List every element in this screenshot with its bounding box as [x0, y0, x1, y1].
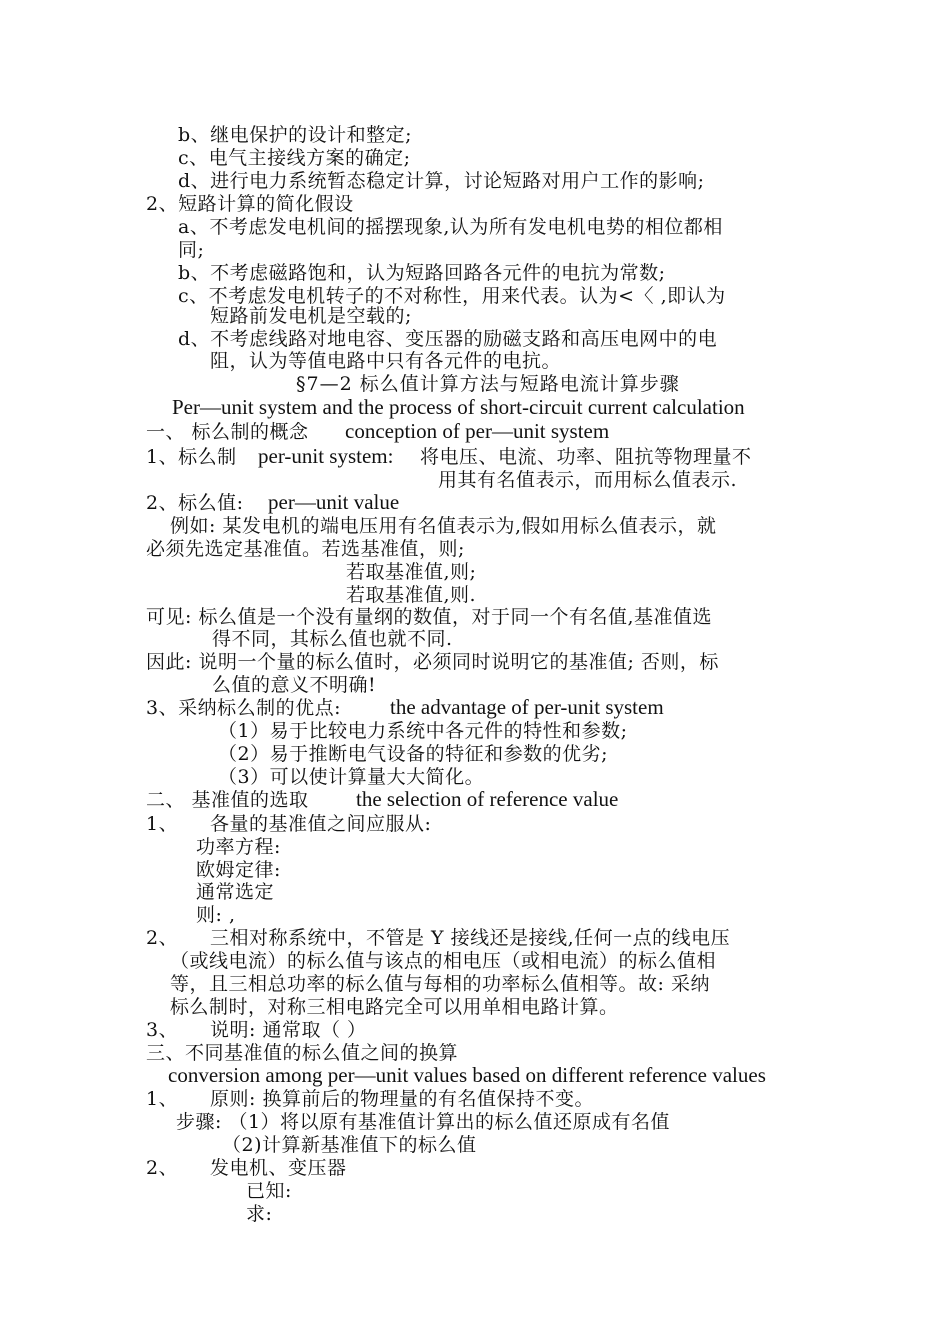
text-line: 么值的意义不明确!: [212, 674, 377, 696]
text-line: （或线电流）的标么值与该点的相电压（或相电流）的标么值相: [170, 950, 717, 972]
text-line: 可见: 标么值是一个没有量纲的数值，对于同一个有名值,基准值选: [146, 606, 712, 628]
text-line: d、不考虑线路对地电容、变压器的励磁支路和高压电网中的电: [178, 328, 718, 350]
text-line: 1、标么制: [146, 446, 237, 468]
text-line-english: the advantage of per-unit system: [390, 695, 664, 719]
text-line: c、电气主接线方案的确定;: [178, 147, 411, 169]
heading-2: 二、 基准值的选取: [146, 789, 309, 811]
heading-1-english: conception of per—unit system: [345, 419, 610, 443]
section-heading: 2、短路计算的简化假设: [146, 193, 354, 215]
text-line: 步骤: （1）将以原有基准值计算出的标么值还原成有名值: [176, 1111, 671, 1133]
text-line: 原则: 换算前后的物理量的有名值保持不变。: [210, 1088, 594, 1110]
heading-2-english: the selection of reference value: [356, 787, 619, 811]
text-line: 功率方程:: [196, 836, 281, 858]
heading-1: 一、 标么制的概念: [146, 421, 309, 443]
text-line: （2）易于推断电气设备的特征和参数的优劣;: [218, 743, 608, 765]
text-line: 各量的基准值之间应服从:: [210, 813, 432, 835]
text-line: 1、: [146, 1088, 179, 1110]
text-line: （1）易于比较电力系统中各元件的特性和参数;: [218, 720, 628, 742]
heading-3: 三、不同基准值的标么值之间的换算: [146, 1042, 459, 1064]
text-line: 3、采纳标么制的优点:: [146, 697, 341, 719]
text-line: （3）可以使计算量大大简化。: [218, 766, 485, 788]
text-line: d、进行电力系统暂态稳定计算，讨论短路对用户工作的影响;: [178, 170, 705, 192]
text-line: 求:: [246, 1203, 273, 1225]
text-line: 3、: [146, 1019, 179, 1041]
text-line: 2、: [146, 1157, 179, 1179]
text-line: 短路前发电机是空载的;: [210, 305, 412, 327]
text-line: 已知:: [246, 1180, 292, 1202]
text-line: 2、标么值:: [146, 492, 244, 514]
text-line: 说明: 通常取（ ）: [210, 1019, 367, 1041]
text-line: 用其有名值表示，而用标么值表示.: [438, 469, 738, 491]
text-line: 欧姆定律:: [196, 859, 281, 881]
text-line: 则: ,: [196, 904, 236, 926]
text-line: 等，且三相总功率的标么值与每相的功率标么值相等。故: 采纳: [170, 973, 710, 995]
text-line: 标么制时，对称三相电路完全可以用单相电路计算。: [170, 996, 619, 1018]
text-line: 若取基准值,则.: [346, 584, 477, 606]
text-line-english: per-unit system:: [258, 444, 394, 468]
text-line: 将电压、电流、功率、阻抗等物理量不: [420, 446, 752, 468]
text-line-english: per—unit value: [268, 490, 400, 514]
text-line: （2)计算新基准值下的标么值: [222, 1134, 477, 1156]
text-line: 1、: [146, 813, 179, 835]
text-line: 得不同，其标么值也就不同.: [212, 628, 453, 650]
text-line: b、继电保护的设计和整定;: [178, 124, 413, 146]
heading-3-english: conversion among per—unit values based on different reference values: [168, 1063, 766, 1087]
text-line: 必须先选定基准值。若选基准值，则;: [146, 538, 465, 560]
text-line: 若取基准值,则;: [346, 561, 477, 583]
text-line: 阻，认为等值电路中只有各元件的电抗。: [210, 350, 562, 372]
section-title-english: Per—unit system and the process of short-circuit current calculation: [172, 395, 745, 419]
text-line: 三相对称系统中，不管是 Y 接线还是接线,任何一点的线电压: [210, 927, 731, 949]
text-line: 因此: 说明一个量的标么值时，必须同时说明它的基准值; 否则，标: [146, 651, 719, 673]
text-line: a、不考虑发电机间的摇摆现象,认为所有发电机电势的相位都相: [178, 216, 723, 238]
text-line: 同;: [178, 239, 205, 261]
text-line: 2、: [146, 927, 179, 949]
text-line: 发电机、变压器: [210, 1157, 347, 1179]
section-title: §7—2 标么值计算方法与短路电流计算步骤: [296, 373, 680, 395]
text-line: 通常选定: [196, 881, 275, 903]
text-line: 例如: 某发电机的端电压用有名值表示为,假如用标么值表示，就: [170, 515, 717, 537]
text-line: c、不考虑发电机转子的不对称性，用来代表。认为<〈 ,即认为: [178, 285, 726, 307]
text-line: b、不考虑磁路饱和，认为短路回路各元件的电抗为常数;: [178, 262, 666, 284]
